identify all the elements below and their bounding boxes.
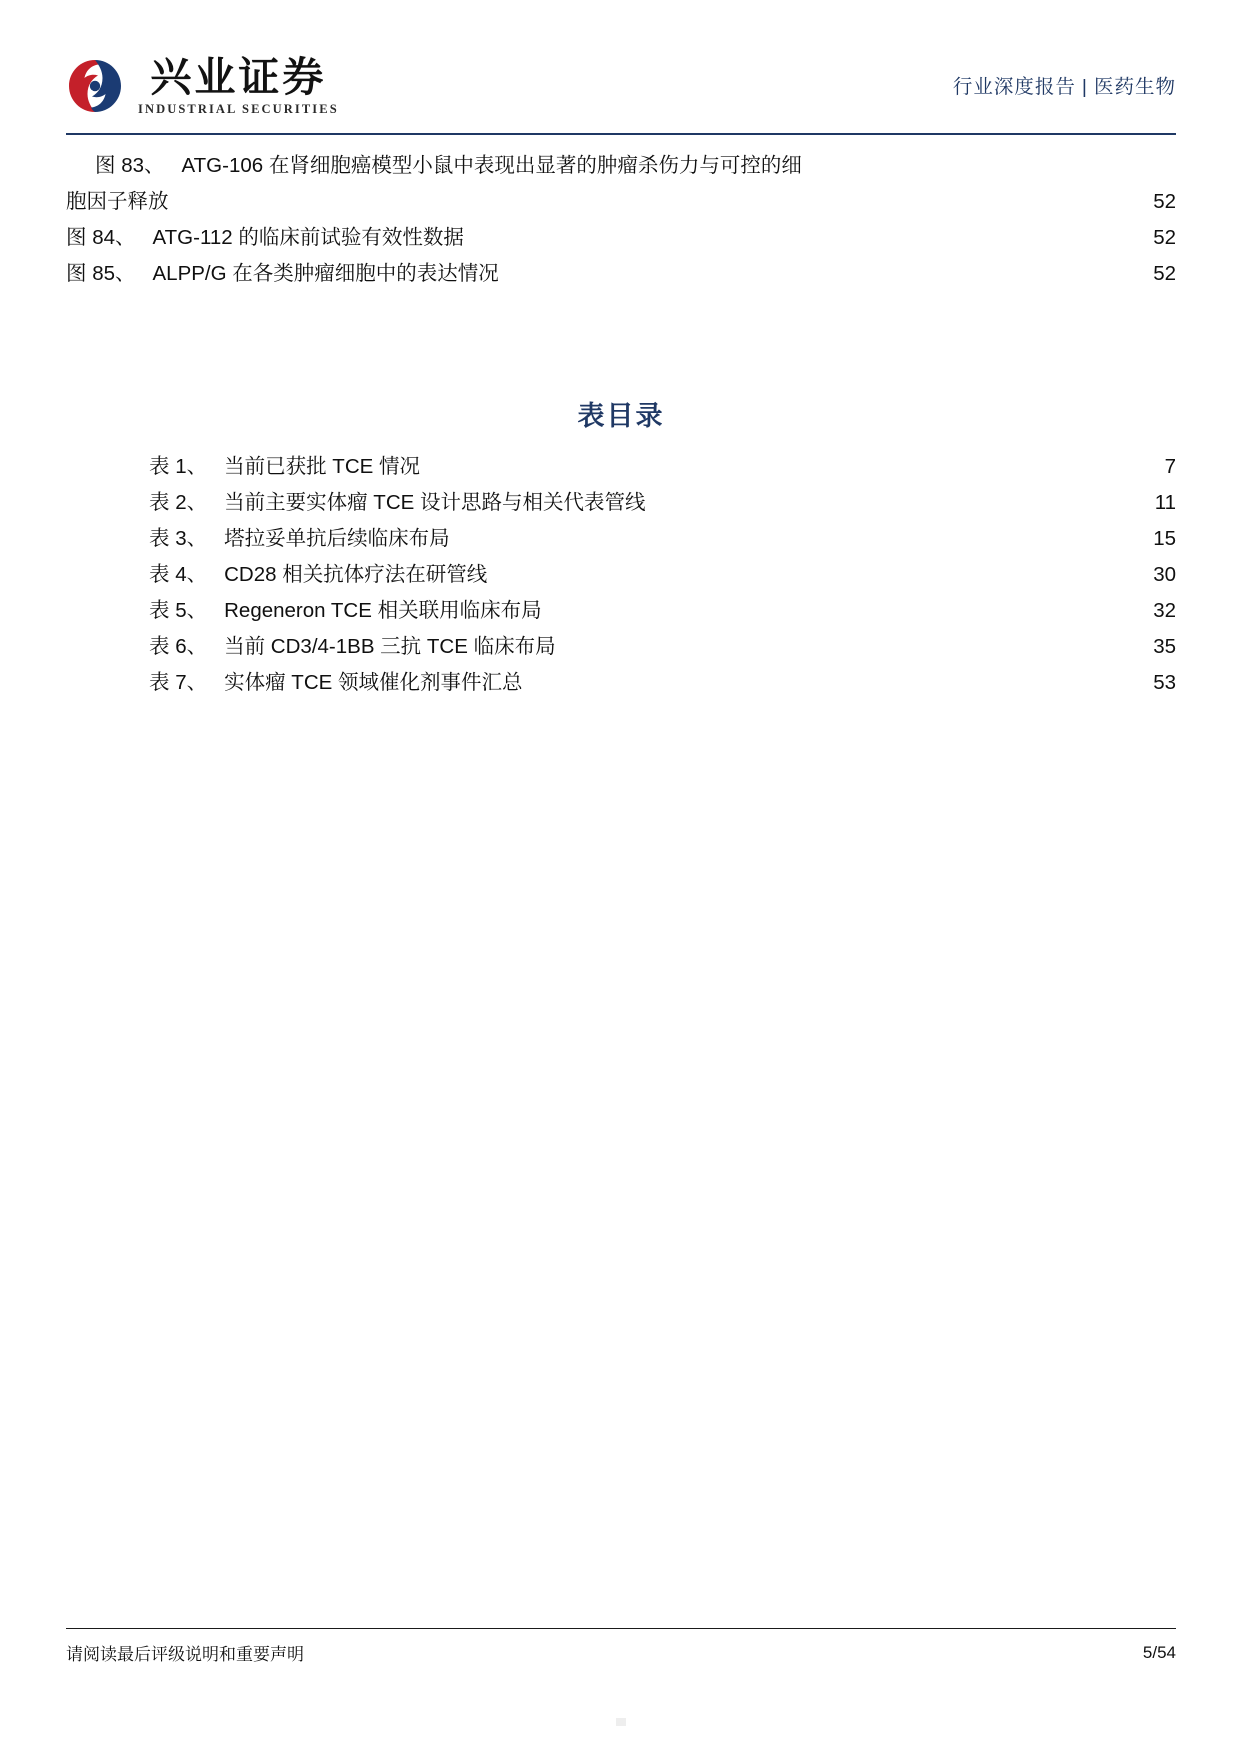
industrial-securities-logo-icon: [66, 57, 124, 115]
brand-name-cn: 兴业证券: [150, 53, 327, 100]
table-entry-1-page: 7: [1164, 455, 1176, 478]
figure-entry-83-title-line2: 胞因子释放: [66, 190, 169, 213]
report-sector: 医药生物: [1093, 76, 1176, 98]
figure-entry-84-number: 图 84、: [66, 226, 136, 249]
page-bottom-marker: [616, 1718, 626, 1726]
figure-entry-85-number: 图 85、: [66, 262, 136, 285]
figure-entry-85-title: ALPP/G 在各类肿瘤细胞中的表达情况: [152, 262, 499, 285]
table-entry-7-number: 表 7、: [149, 671, 208, 694]
footer-disclaimer: 请阅读最后评级说明和重要声明: [66, 1645, 304, 1664]
figure-entry-85-page: 52: [1153, 262, 1176, 285]
figure-entry-84-page: 52: [1153, 226, 1176, 249]
table-entry-2-title: 当前主要实体瘤 TCE 设计思路与相关代表管线: [224, 491, 646, 514]
table-entry-3-page: 15: [1153, 527, 1176, 550]
header-divider: [66, 133, 1176, 135]
table-entry-2-number: 表 2、: [149, 491, 208, 514]
figure-entry-83-line2[interactable]: [66, 184, 1176, 220]
table-entry-3-title: 塔拉妥单抗后续临床布局: [224, 527, 450, 550]
leader-dots: [171, 184, 1145, 205]
leader-dots: [525, 665, 1145, 686]
table-entry-6-number: 表 6、: [149, 635, 208, 658]
table-list: [66, 394, 1176, 701]
table-entry-7-title: 实体瘤 TCE 领域催化剂事件汇总: [224, 671, 523, 694]
table-entry-5-title: Regeneron TCE 相关联用临床布局: [224, 599, 542, 622]
leader-dots: [466, 220, 1144, 241]
table-entry-1-number: 表 1、: [149, 455, 208, 478]
table-entry-4-title: CD28 相关抗体疗法在研管线: [224, 563, 488, 586]
leader-dots: [422, 449, 1144, 470]
table-entry-1-title: 当前已获批 TCE 情况: [224, 455, 421, 478]
figure-list: [66, 148, 1176, 292]
table-entry-6[interactable]: [149, 629, 1176, 665]
table-entry-2[interactable]: [149, 485, 1176, 521]
figure-entry-83-line1[interactable]: [66, 148, 1176, 184]
figure-entry-84[interactable]: [66, 220, 1176, 256]
table-entry-6-page: 35: [1153, 635, 1176, 658]
table-entry-4-page: 30: [1153, 563, 1176, 586]
table-entry-4-number: 表 4、: [149, 563, 208, 586]
table-entry-6-title: 当前 CD3/4-1BB 三抗 TCE 临床布局: [224, 635, 556, 658]
leader-dots: [544, 593, 1144, 614]
table-entry-4[interactable]: [149, 557, 1176, 593]
leader-dots: [558, 629, 1144, 650]
report-type: 行业深度报告: [952, 76, 1076, 98]
table-entry-7-page: 53: [1153, 671, 1176, 694]
table-entry-5[interactable]: [149, 593, 1176, 629]
header-report-label: [953, 71, 1176, 101]
table-entry-5-page: 32: [1153, 599, 1176, 622]
brand-name-en: INDUSTRIAL SECURITIES: [138, 101, 339, 116]
page-footer: [66, 1640, 1176, 1665]
header-separator: |: [1081, 76, 1088, 98]
table-entry-2-page: 11: [1154, 491, 1176, 514]
company-logo: [66, 53, 339, 116]
figure-entry-83-title-line1: ATG-106 在肾细胞癌模型小鼠中表现出显著的肿瘤杀伤力与可控的细: [181, 154, 802, 177]
leader-dots: [452, 521, 1144, 542]
figure-entry-85[interactable]: [66, 256, 1176, 292]
leader-dots: [648, 485, 1145, 506]
table-list-heading: 表目录: [577, 401, 665, 431]
table-entry-1[interactable]: [149, 449, 1176, 485]
figure-entry-84-title: ATG-112 的临床前试验有效性数据: [152, 226, 464, 249]
table-entry-3-number: 表 3、: [149, 527, 208, 550]
page-header: [66, 40, 1176, 132]
brand-text: [138, 53, 339, 116]
figure-entry-83-page: 52: [1153, 190, 1176, 213]
leader-dots: [501, 256, 1144, 277]
footer-page-number: 5/54: [1142, 1642, 1176, 1662]
table-entry-3[interactable]: [149, 521, 1176, 557]
leader-dots: [489, 557, 1144, 578]
footer-divider: [66, 1628, 1176, 1629]
table-entry-7[interactable]: [149, 665, 1176, 701]
figure-entry-83-number: 图 83、: [95, 154, 165, 177]
table-entry-5-number: 表 5、: [149, 599, 208, 622]
